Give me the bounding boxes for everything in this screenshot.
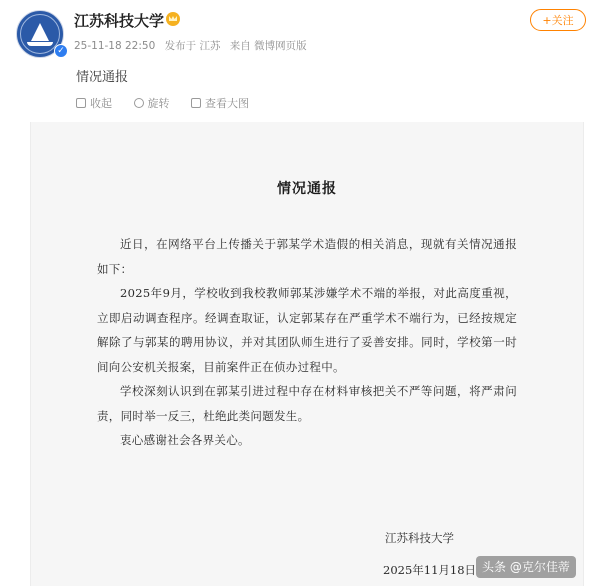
notice-signature: 江苏科技大学 bbox=[385, 531, 454, 545]
sail-logo-icon bbox=[31, 23, 49, 41]
post-header bbox=[0, 0, 600, 60]
zoom-icon bbox=[191, 98, 201, 108]
notice-paragraph: 近日，在网络平台上传播关于郭某学术造假的相关消息，现就有关情况通报如下： bbox=[97, 237, 517, 276]
crown-icon bbox=[166, 12, 180, 26]
hull-logo-icon bbox=[27, 42, 53, 46]
view-large-label: 查看大图 bbox=[205, 97, 249, 110]
notice-paragraph: 2025年9月，学校收到我校教师郭某涉嫌学术不端的举报，对此高度重视，立即启动调查程序。经调查取证，认定郭某存在严重学术不端行为，已经按规定解除了与郭某的聘用协议，并对其团队师生进行了妥善安排。同时，学校第一时间向公安机关报案，目前案件正在侦办过程中。 bbox=[97, 286, 517, 374]
notice-paragraph: 学校深刻认识到在郭某引进过程中存在材料审核把关不严等问题，将严肃问责，同时举一反三，杜绝此类问题发生。 bbox=[97, 384, 517, 423]
notice-title: 情况通报 bbox=[277, 181, 337, 197]
view-large-button[interactable] bbox=[191, 95, 249, 111]
collapse-label: 收起 bbox=[90, 97, 112, 110]
notice-paragraph: 衷心感谢社会各界关心。 bbox=[120, 433, 250, 447]
verified-badge-icon: ✓ bbox=[54, 44, 68, 58]
follow-button[interactable]: +关注 bbox=[530, 9, 586, 31]
watermark: 头条 @克尔佳蒂 bbox=[476, 556, 576, 578]
notice-image[interactable] bbox=[30, 122, 584, 586]
post-location: 发布于 江苏 bbox=[164, 40, 221, 52]
post-timestamp[interactable]: 25-11-18 22:50 bbox=[74, 40, 156, 52]
notice-body bbox=[97, 232, 517, 453]
account-name[interactable]: 江苏科技大学 bbox=[74, 12, 165, 30]
collapse-button[interactable] bbox=[76, 95, 112, 111]
rotate-button[interactable] bbox=[134, 95, 170, 111]
post-meta bbox=[74, 38, 313, 53]
post-source: 来自 微博网页版 bbox=[229, 40, 307, 52]
rotate-icon bbox=[134, 98, 144, 108]
image-actions bbox=[76, 95, 267, 111]
notice-date: 2025年11月18日 bbox=[383, 563, 477, 577]
rotate-label: 旋转 bbox=[147, 97, 170, 110]
post-text: 情况通报 bbox=[76, 70, 129, 85]
collapse-icon bbox=[76, 98, 86, 108]
